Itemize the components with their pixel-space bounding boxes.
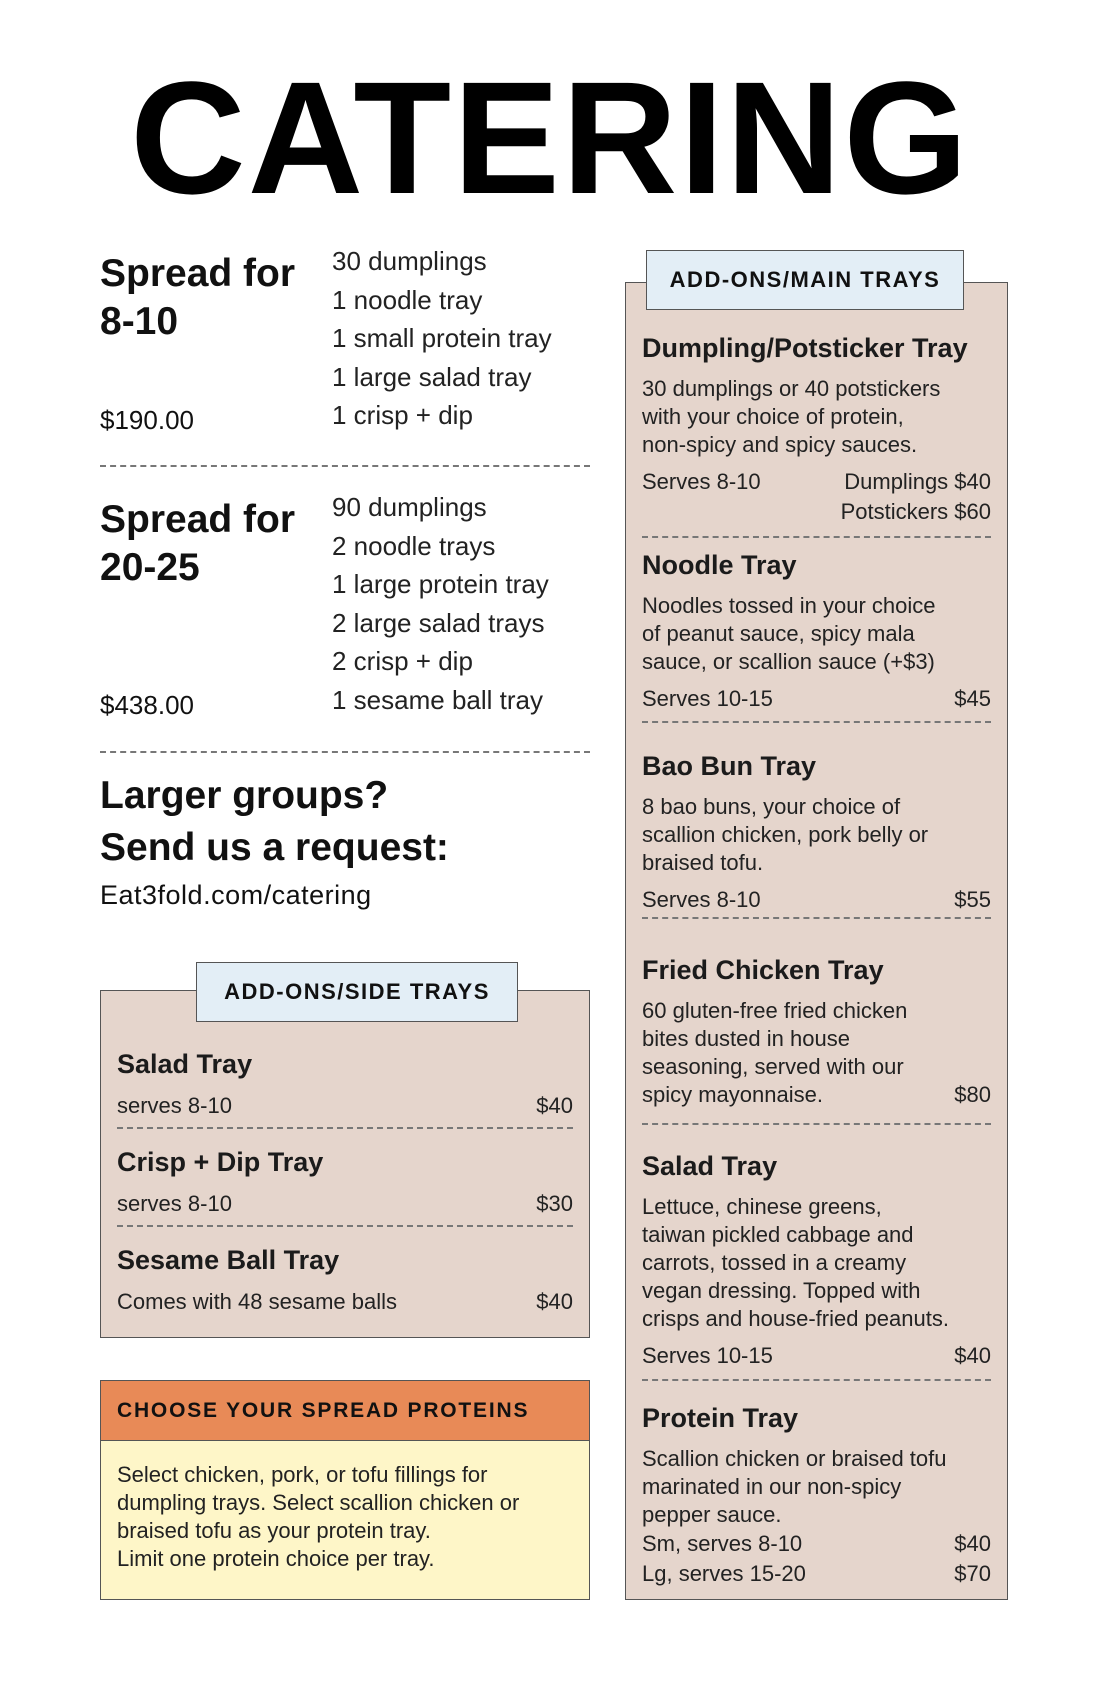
main-tray-name: Salad Tray — [642, 1151, 778, 1181]
main-tray-row — [642, 1341, 991, 1371]
spread-8-10 — [100, 246, 590, 445]
divider — [100, 465, 590, 467]
main-tray-price: $80 — [954, 1082, 991, 1107]
main-tray-name: Protein Tray — [642, 1403, 799, 1433]
side-tray-name: Salad Tray — [117, 1049, 253, 1079]
side-tray-name: Crisp + Dip Tray — [117, 1147, 324, 1177]
spread-item: 1 small protein tray — [332, 323, 552, 353]
spread-title — [100, 250, 295, 346]
divider — [642, 721, 991, 723]
main-tray-desc-line: 60 gluten-free fried chicken — [642, 998, 908, 1023]
main-tray-desc — [642, 375, 991, 459]
spread-title-line2: 20-25 — [100, 546, 200, 589]
main-tray-serves: Sm, serves 8-10 — [642, 1531, 803, 1556]
main-tray-desc — [642, 1193, 991, 1333]
main-tray-desc-line: sauce, or scallion sauce (+$3) — [642, 649, 935, 674]
main-tray-item-protein — [642, 1401, 991, 1589]
main-tray-price: $40 — [954, 1343, 991, 1368]
spread-price: $438.00 — [100, 690, 194, 720]
main-tray-desc-line: 30 dumplings or 40 potstickers — [642, 376, 941, 401]
main-tray-desc-line: bites dusted in house — [642, 1026, 850, 1051]
main-tray-desc-line: scallion chicken, pork belly or — [642, 822, 929, 847]
main-tray-row — [642, 467, 991, 527]
spread-proteins-heading: CHOOSE YOUR SPREAD PROTEINS — [101, 1381, 589, 1441]
spread-price: $190.00 — [100, 405, 194, 435]
proteins-line: Select chicken, pork, or tofu fillings for — [117, 1462, 488, 1487]
main-tray-name: Fried Chicken Tray — [642, 955, 884, 985]
side-tray-price: $30 — [536, 1191, 573, 1216]
main-tray-serves: Serves 8-10 — [642, 887, 761, 912]
main-tray-price: $40 — [954, 1531, 991, 1556]
main-tray-item-noodle — [642, 548, 991, 714]
main-tray-price: Potstickers $60 — [840, 499, 991, 524]
main-tray-desc-line: pepper sauce. — [642, 1502, 782, 1527]
main-tray-name: Bao Bun Tray — [642, 751, 817, 781]
main-tray-row — [642, 1081, 991, 1109]
main-tray-desc-line: braised tofu. — [642, 850, 764, 875]
spread-item: 1 crisp + dip — [332, 400, 473, 430]
main-tray-desc-line: Scallion chicken or braised tofu — [642, 1446, 947, 1471]
side-tray-detail: Comes with 48 sesame balls — [117, 1289, 398, 1314]
main-tray-serves: Serves 10-15 — [642, 1343, 773, 1368]
spread-proteins-box — [100, 1380, 590, 1600]
main-tray-price: Dumplings $40 — [844, 469, 991, 494]
main-tray-desc-line: spicy mayonnaise. — [642, 1082, 823, 1107]
main-tray-row — [642, 684, 991, 714]
side-tray-detail: serves 8-10 — [117, 1191, 232, 1216]
spread-item: 2 crisp + dip — [332, 646, 473, 676]
side-tray-item — [117, 1243, 573, 1315]
side-tray-detail: serves 8-10 — [117, 1093, 232, 1118]
main-tray-desc-line: of peanut sauce, spicy mala — [642, 621, 915, 646]
main-tray-desc — [642, 592, 991, 676]
spread-title-line1: Spread for — [100, 498, 296, 541]
main-tray-desc-line: carrots, tossed in a creamy — [642, 1250, 907, 1275]
main-tray-desc-line: non-spicy and spicy sauces. — [642, 432, 918, 457]
side-tray-row — [117, 1289, 573, 1315]
side-tray-row — [117, 1191, 573, 1217]
proteins-line: dumpling trays. Select scallion chicken or — [117, 1490, 520, 1515]
spread-title-line1: Spread for — [100, 252, 296, 295]
proteins-line: Limit one protein choice per tray. — [117, 1546, 435, 1571]
main-tray-prices — [841, 467, 991, 527]
spread-item: 1 sesame ball tray — [332, 684, 543, 715]
main-tray-row — [642, 1529, 991, 1559]
divider — [100, 751, 590, 753]
spread-item: 1 large protein tray — [332, 569, 549, 599]
side-tray-price: $40 — [536, 1289, 573, 1314]
spread-20-25 — [100, 492, 590, 726]
main-tray-name: Noodle Tray — [642, 550, 797, 580]
main-tray-serves: Serves 10-15 — [642, 686, 773, 711]
main-tray-desc — [642, 793, 991, 877]
divider — [642, 1379, 991, 1381]
main-tray-item-bao — [642, 749, 991, 915]
side-tray-name: Sesame Ball Tray — [117, 1245, 340, 1275]
side-tray-item — [117, 1145, 573, 1217]
main-tray-desc-line: Noodles tossed in your choice — [642, 593, 936, 618]
spread-proteins-text — [101, 1441, 589, 1573]
spread-item: 1 large salad tray — [332, 361, 532, 392]
proteins-line: braised tofu as your protein tray. — [117, 1518, 431, 1543]
main-tray-name: Dumpling/Potsticker Tray — [642, 333, 968, 363]
divider — [117, 1225, 573, 1227]
side-tray-price: $40 — [536, 1093, 573, 1118]
divider — [642, 917, 991, 919]
page-title: CATERING — [130, 48, 970, 227]
main-tray-serves: Serves 8-10 — [642, 469, 761, 494]
main-tray-desc — [642, 1445, 991, 1529]
spread-item-list — [332, 488, 549, 719]
spread-item: 30 dumplings — [332, 246, 487, 276]
catering-url-link[interactable]: Eat3fold.com/catering — [100, 880, 372, 910]
main-tray-desc-line: with your choice of protein, — [642, 404, 904, 429]
side-tray-row — [117, 1093, 573, 1119]
spread-title-line2: 8-10 — [100, 300, 179, 343]
main-tray-desc-line: Lettuce, chinese greens, — [642, 1194, 882, 1219]
spread-item-list — [332, 242, 552, 435]
main-tray-serves: Lg, serves 15-20 — [642, 1561, 806, 1586]
spread-item: 2 large salad trays — [332, 607, 545, 638]
main-trays-tab: ADD-ONS/MAIN TRAYS — [646, 250, 964, 310]
side-trays-tab: ADD-ONS/SIDE TRAYS — [196, 962, 518, 1022]
main-tray-desc-line: marinated in our non-spicy — [642, 1474, 902, 1499]
main-tray-row — [642, 1559, 991, 1589]
main-tray-desc-line: vegan dressing. Topped with — [642, 1278, 921, 1303]
side-tray-item — [117, 1047, 573, 1119]
larger-groups-heading — [100, 770, 449, 874]
main-tray-item-fried-chicken — [642, 953, 991, 1109]
spread-item: 1 noodle tray — [332, 284, 483, 315]
main-tray-price: $70 — [954, 1561, 991, 1586]
larger-groups-line2: Send us a request: — [100, 826, 449, 869]
main-tray-item-salad — [642, 1149, 991, 1371]
main-tray-desc-line: 8 bao buns, your choice of — [642, 794, 901, 819]
spread-item: 2 noodle trays — [332, 530, 496, 561]
side-trays-box — [100, 990, 590, 1338]
main-tray-price: $45 — [954, 686, 991, 711]
main-tray-desc — [642, 997, 991, 1109]
divider — [642, 536, 991, 538]
spread-title — [100, 496, 295, 592]
main-tray-row — [642, 885, 991, 915]
divider — [642, 1123, 991, 1125]
main-tray-desc-line: crisps and house-fried peanuts. — [642, 1306, 949, 1331]
spread-item: 90 dumplings — [332, 492, 487, 522]
main-tray-item-dumpling — [642, 331, 991, 527]
divider — [117, 1127, 573, 1129]
main-tray-price: $55 — [954, 887, 991, 912]
main-trays-box — [625, 282, 1008, 1600]
main-tray-desc-line: taiwan pickled cabbage and — [642, 1222, 914, 1247]
larger-groups-line1: Larger groups? — [100, 774, 389, 817]
main-tray-desc-line: seasoning, served with our — [642, 1054, 904, 1079]
